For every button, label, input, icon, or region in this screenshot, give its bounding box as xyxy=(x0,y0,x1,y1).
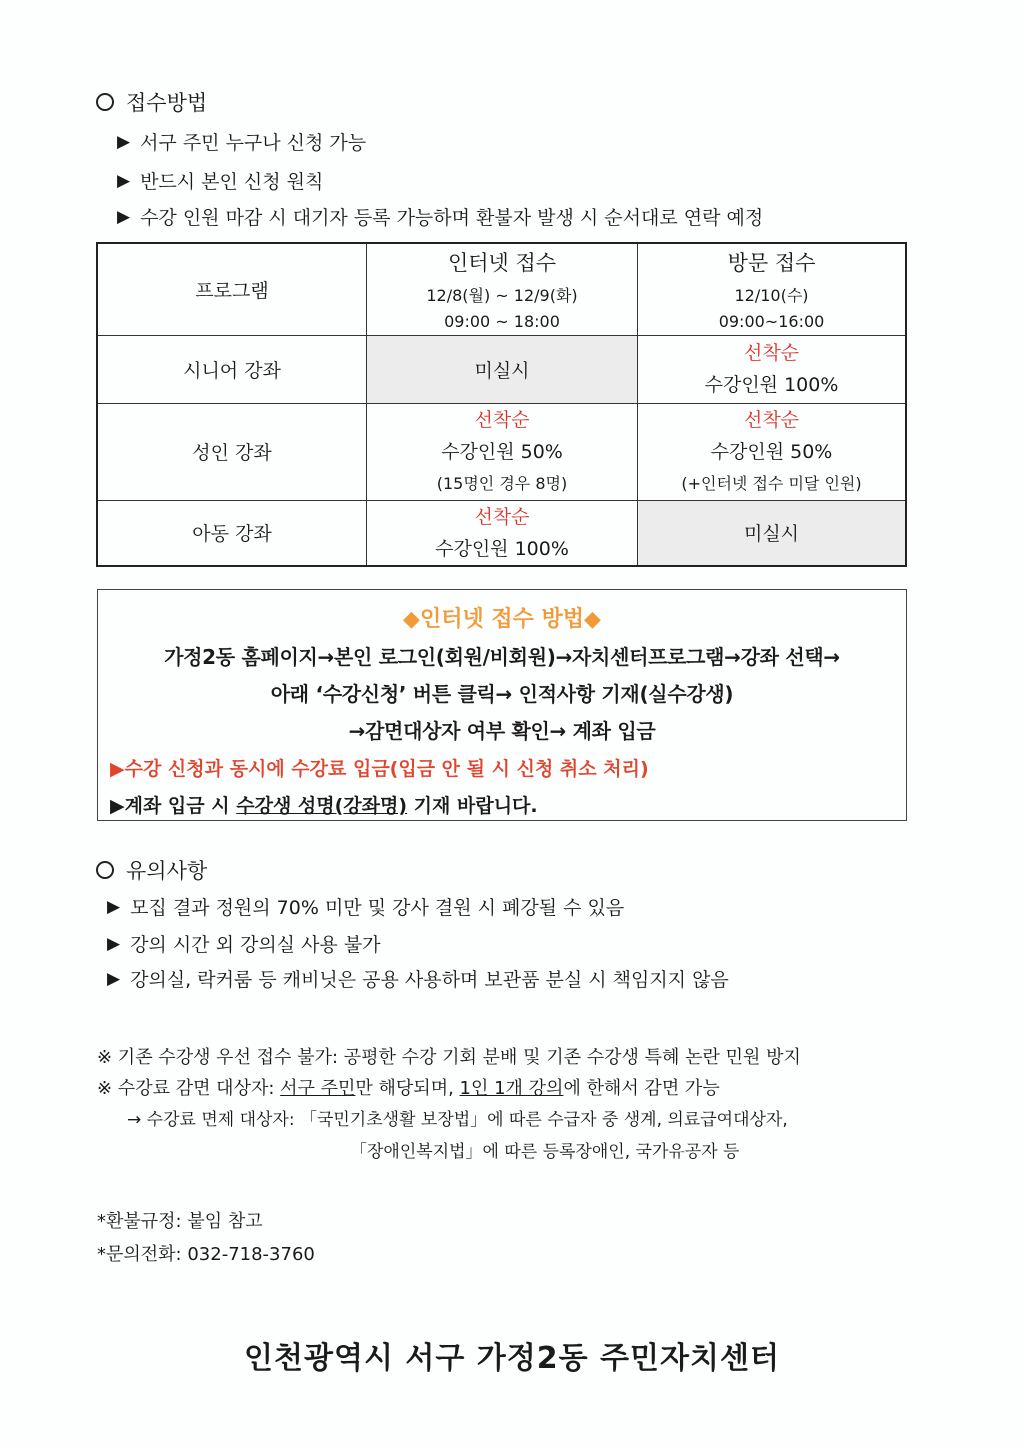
table-row xyxy=(97,403,906,500)
table-header-row xyxy=(97,243,906,335)
cell-internet: 미실시 xyxy=(367,335,638,403)
circle-icon xyxy=(96,93,114,111)
cell-internet: 선착순 수강인원 100% xyxy=(367,500,638,566)
contact-phone: *문의전화: 032-718-3760 xyxy=(97,1244,315,1265)
section-title: 접수방법 xyxy=(126,91,208,115)
list-item: ▶ 모집 결과 정원의 70% 미만 및 강사 결원 시 폐강될 수 있음 xyxy=(107,896,625,919)
list-item: ▶ 수강 인원 마감 시 대기자 등록 가능하며 환불자 발생 시 순서대로 연락 예정 xyxy=(117,206,764,229)
table-row xyxy=(97,335,906,403)
cell-internet: 선착순 수강인원 50% (15명인 경우 8명) xyxy=(367,403,638,500)
cell-visit: 선착순 수강인원 50% (+인터넷 접수 미달 인원) xyxy=(638,403,907,500)
circle-icon xyxy=(96,861,114,879)
section-reception-method xyxy=(96,87,207,117)
cell-visit: 미실시 xyxy=(638,500,907,566)
note-priority: ※ 기존 수강생 우선 접수 불가: 공평한 수강 기회 분배 및 기존 수강생 특혜 논란 민원 방지 xyxy=(97,1047,801,1068)
triangle-icon: ▶ xyxy=(117,206,131,227)
note-exemption: → 수강료 면제 대상자: 「국민기초생활 보장법」에 따른 수급자 중 생계, 의료급여대상자, xyxy=(127,1110,788,1130)
triangle-icon: ▶ xyxy=(107,968,121,989)
internet-method-box xyxy=(97,589,907,821)
cell-visit: 선착순 수강인원 100% xyxy=(638,335,907,403)
organization-name: 인천광역시 서구 가정2동 주민자치센터 xyxy=(244,1341,780,1376)
section-title: 유의사항 xyxy=(126,859,208,883)
triangle-icon: ▶ xyxy=(117,131,131,152)
box-title: ◆인터넷 접수 방법◆ xyxy=(403,607,601,632)
list-item: ▶ 강의실, 락커룸 등 캐비닛은 공용 사용하며 보관품 분실 시 책임지지 않음 xyxy=(107,968,729,991)
header-internet: 인터넷 접수 12/8(월) ~ 12/9(화) 09:00 ~ 18:00 xyxy=(367,243,638,335)
note-discount: ※ 수강료 감면 대상자: 서구 주민만 해당되며, 1인 1개 강의에 한해서 감면 가능 xyxy=(97,1078,720,1099)
list-item: ▶ 반드시 본인 신청 원칙 xyxy=(117,170,324,193)
schedule-table xyxy=(96,242,907,567)
table-row xyxy=(97,500,906,566)
triangle-icon: ▶ xyxy=(107,896,121,917)
row-name: 아동 강좌 xyxy=(97,500,367,566)
triangle-icon: ▶ xyxy=(107,933,121,954)
refund-policy: *환불규정: 붙임 참고 xyxy=(97,1211,263,1232)
section-precautions xyxy=(96,855,207,885)
header-visit: 방문 접수 12/10(수) 09:00~16:00 xyxy=(638,243,907,335)
box-bullet-warning: ▶수강 신청과 동시에 수강료 입금(입금 안 될 시 신청 취소 처리) xyxy=(110,758,649,780)
box-bullet: ▶계좌 입금 시 수강생 성명(강좌명) 기재 바랍니다. xyxy=(110,795,538,817)
header-program: 프로그램 xyxy=(97,243,367,335)
box-line: →감면대상자 여부 확인→ 계좌 입금 xyxy=(348,719,656,743)
triangle-icon: ▶ xyxy=(117,170,131,191)
note-exemption-cont: 「장애인복지법」에 따른 등록장애인, 국가유공자 등 xyxy=(350,1142,740,1162)
box-line: 가정2동 홈페이지→본인 로그인(회원/비회원)→자치센터프로그램→강좌 선택→ xyxy=(164,645,840,669)
row-name: 시니어 강좌 xyxy=(97,335,367,403)
box-line: 아래 ‘수강신청’ 버튼 클릭→ 인적사항 기재(실수강생) xyxy=(270,682,734,706)
list-item: ▶ 서구 주민 누구나 신청 가능 xyxy=(117,131,367,154)
list-item: ▶ 강의 시간 외 강의실 사용 불가 xyxy=(107,933,381,956)
row-name: 성인 강좌 xyxy=(97,403,367,500)
